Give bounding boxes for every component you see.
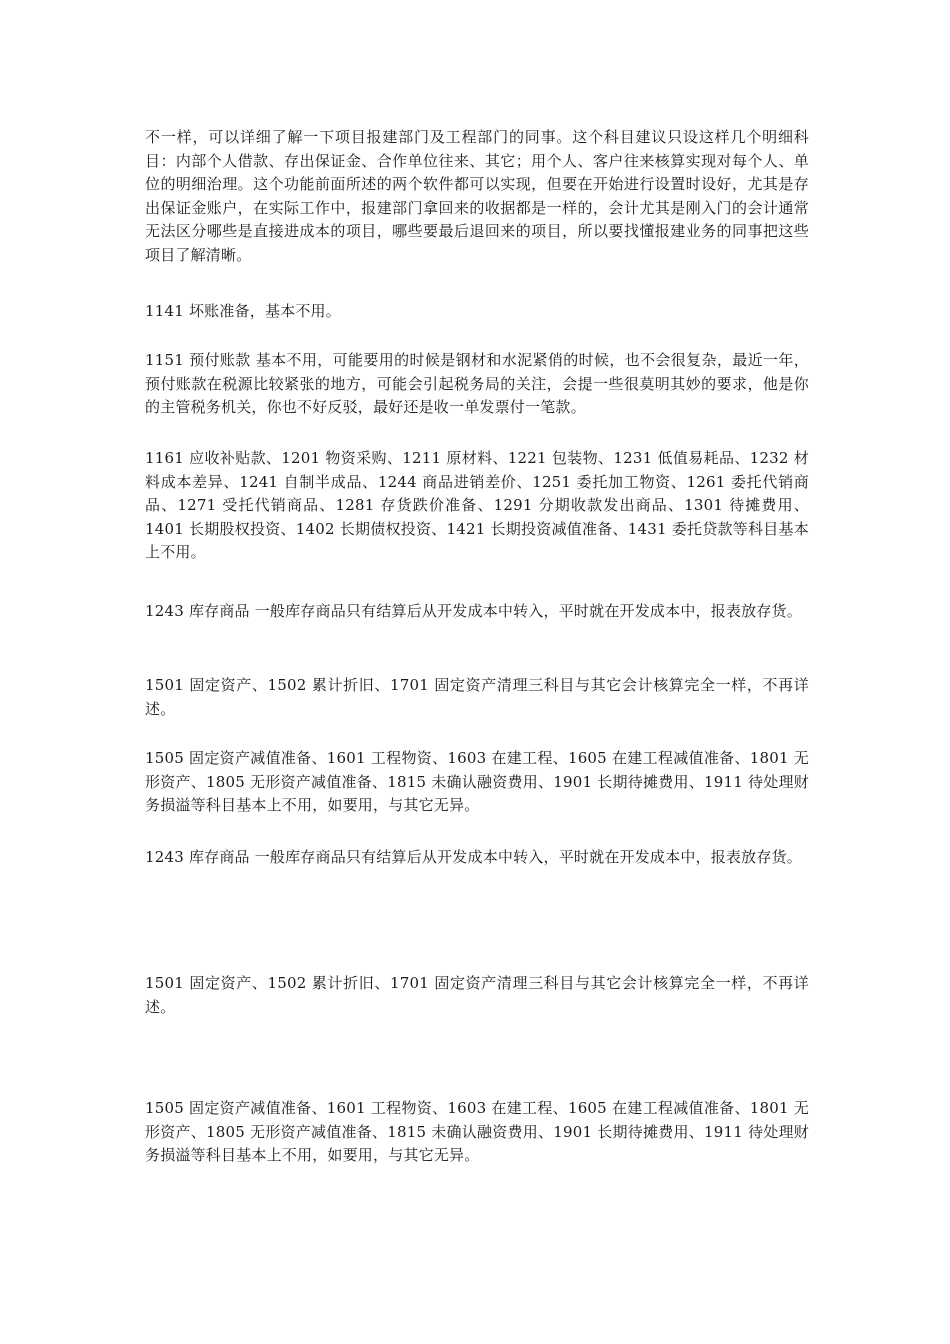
paragraph-1505-repeat: 1505 固定资产减值准备、1601 工程物资、1603 在建工程、1605 在建工程减值准备、1801 无形资产、1805 无形资产减值准备、1815 未确认融资费用、1901 长期待摊费用、1911 待处理财务损溢等科目基本上不用，如要用，与其它无异。 [145,1099,809,1164]
paragraph-1243-repeat: 1243 库存商品 一般库存商品只有结算后从开发成本中转入，平时就在开发成本中，报表放存货。 [145,848,802,866]
paragraph-1505: 1505 固定资产减值准备、1601 工程物资、1603 在建工程、1605 在建工程减值准备、1801 无形资产、1805 无形资产减值准备、1815 未确认融资费用、1901 长期待摊费用、1911 待处理财务损溢等科目基本上不用，如要用，与其它无异。 [145,749,809,814]
paragraph-1151: 1151 预付账款 基本不用，可能要用的时候是钢材和水泥紧俏的时候，也不会很复杂，最近一年，预付账款在税源比较紧张的地方，可能会引起税务局的关注，会提一些很莫明其妙的要求，他是你的主管税务机关，你也不好反驳，最好还是收一单发票付一笔款。 [145,351,809,416]
paragraph-1161: 1161 应收补贴款、1201 物资采购、1211 原材料、1221 包装物、1231 低值易耗品、1232 材料成本差异、1241 自制半成品、1244 商品进销差价、1251 委托加工物资、1261 委托代销商品、1271 受托代销商品、1281 存货跌价准备、1291 分期收款发出商品、1301 待摊费用、1401 长期股权投资、1402 长期债权投资、1421 长期投资减值准备、1431 委托贷款等科目基本上不用。 [145,449,809,561]
paragraph-1501: 1501 固定资产、1502 累计折旧、1701 固定资产清理三科目与其它会计核算完全一样，不再详述。 [145,676,809,718]
paragraph-deposit-accounts: 不一样，可以详细了解一下项目报建部门及工程部门的同事。这个科目建议只设这样几个明细科目：内部个人借款、存出保证金、合作单位往来、其它；用个人、客户往来核算实现对每个人、单位的明细治理。这个功能前面所述的两个软件都可以实现，但要在开始进行设置时设好，尤其是存出保证金账户，在实际工作中，报建部门拿回来的收据都是一样的，会计尤其是刚入门的会计通常无法区分哪些是直接进成本的项目，哪些要最后退回来的项目，所以要找懂报建业务的同事把这些项目了解清晰。 [145,128,809,264]
paragraph-1501-repeat: 1501 固定资产、1502 累计折旧、1701 固定资产清理三科目与其它会计核算完全一样，不再详述。 [145,974,809,1016]
paragraph-1141: 1141 坏账准备，基本不用。 [145,302,341,320]
paragraph-1243: 1243 库存商品 一般库存商品只有结算后从开发成本中转入，平时就在开发成本中，报表放存货。 [145,602,802,620]
